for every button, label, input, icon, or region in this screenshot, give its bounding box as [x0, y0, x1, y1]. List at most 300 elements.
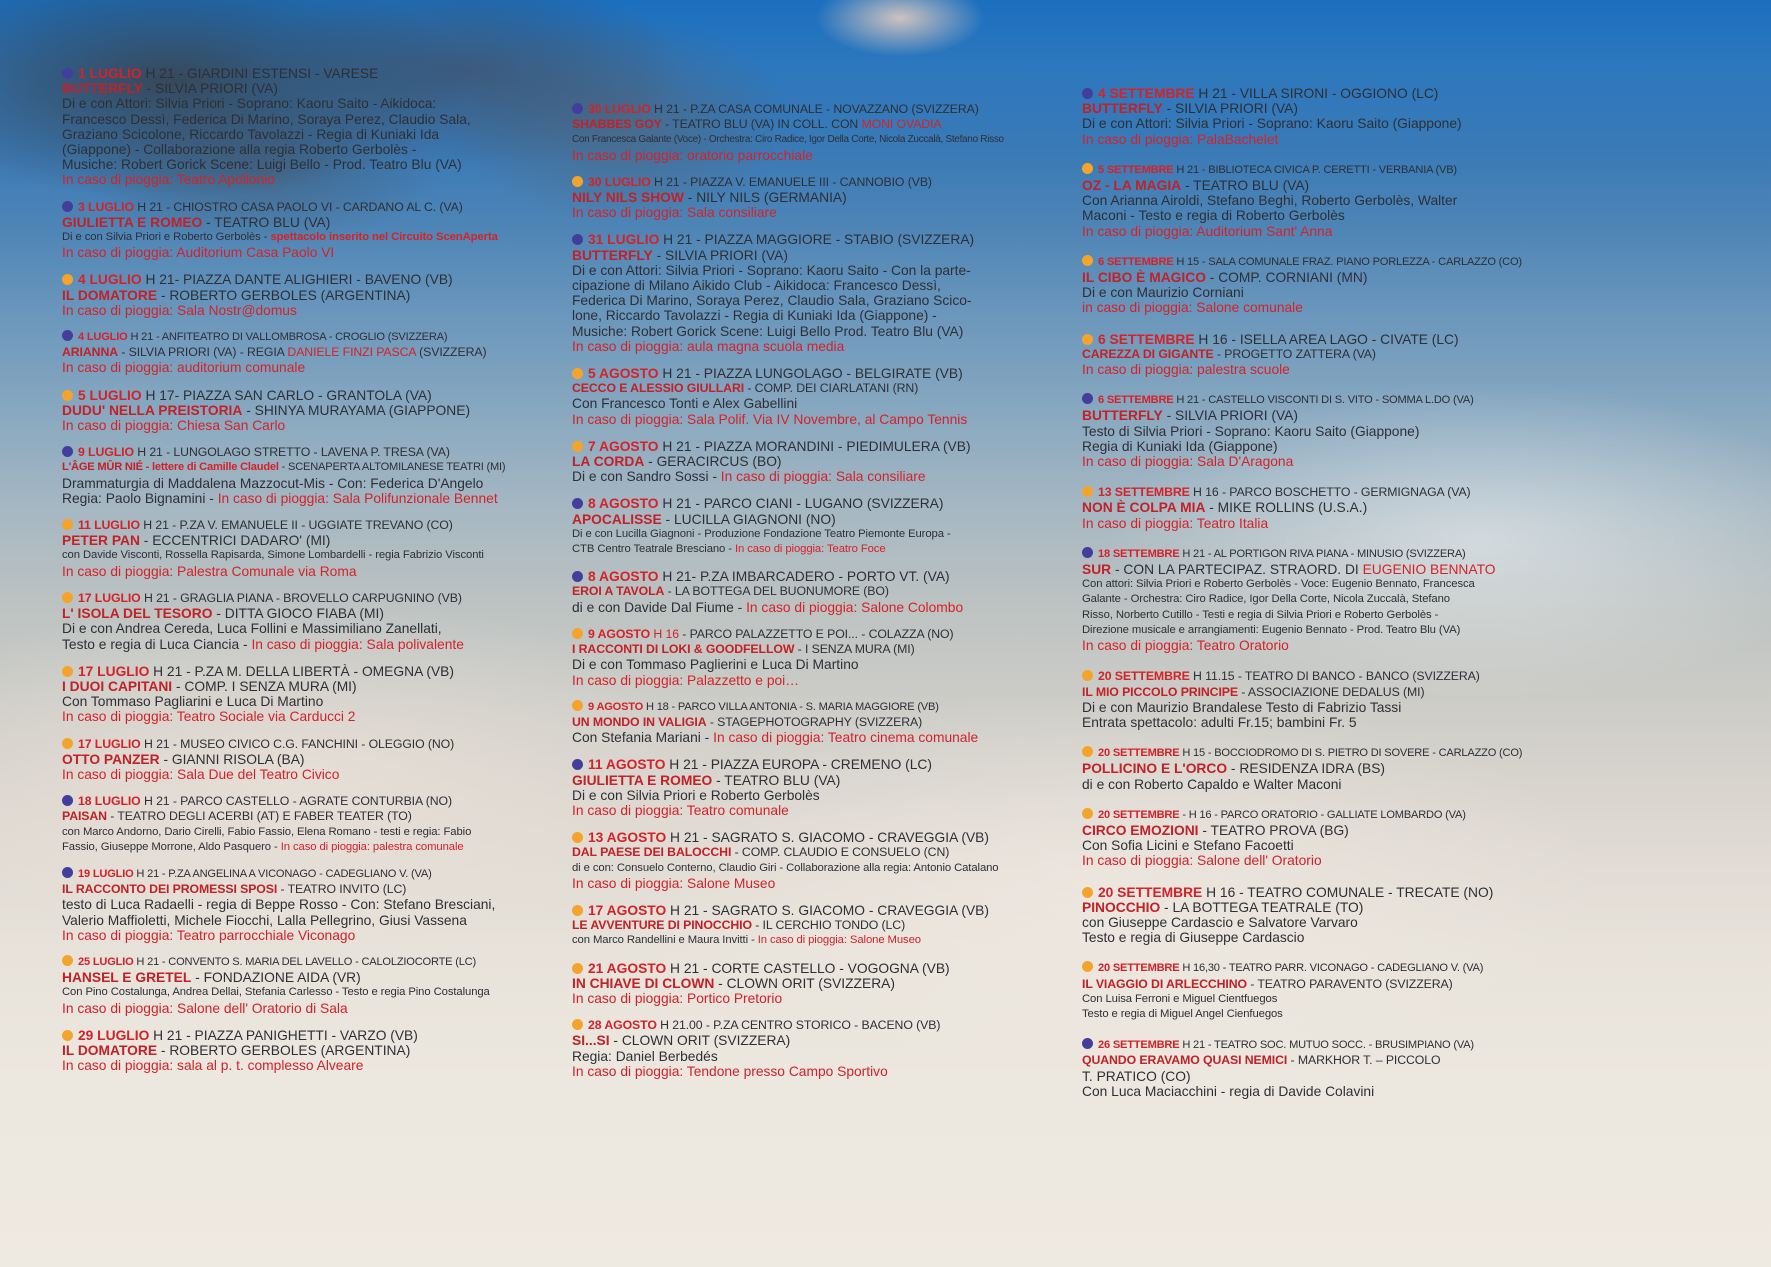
event-line: [1082, 1038, 1544, 1053]
event: [572, 961, 1034, 1007]
text-segment: - SILVIA PRIORI (VA) - REGIA: [118, 345, 288, 360]
text-segment: - SCENAPERTA ALTOMILANESE TEATRI (MI): [278, 461, 506, 474]
event-line: [62, 491, 524, 506]
event-line: [62, 303, 524, 318]
bullet-icon: [572, 368, 583, 379]
text-segment: BUTTERFLY: [1082, 101, 1163, 117]
text-segment: Con attori: Silvia Priori e Roberto Gerbolès - Voce: Eugenio Bennato, Francesca: [1082, 578, 1475, 591]
event: [572, 175, 1034, 221]
event-line: [572, 933, 1034, 948]
event-line: [1082, 132, 1544, 147]
column-3: [1082, 86, 1544, 1115]
text-segment: Con Tommaso Pagliarini e Luca Di Martino: [62, 694, 324, 710]
event-line: [62, 330, 524, 345]
text-segment: Con Arianna Airoldi, Stefano Beghi, Roberto Gerbolès, Walter: [1082, 193, 1458, 209]
bullet-icon: [62, 201, 73, 212]
bullet-icon: [572, 103, 583, 114]
bullet-icon: [1082, 486, 1093, 497]
bullet-icon: [62, 330, 73, 341]
event-line: [1082, 777, 1544, 792]
event-line: [572, 412, 1034, 427]
event-line: [62, 127, 524, 142]
text-segment: H 21 - TEATRO SOC. MUTUO SOCC. - BRUSIMPIANO (VA): [1179, 1039, 1474, 1052]
text-segment: IN CHIAVE DI CLOWN: [572, 975, 715, 991]
event-line: [1082, 116, 1544, 131]
event-line: [62, 913, 524, 928]
event-line: [1082, 208, 1544, 223]
text-segment: 25 LUGLIO: [78, 955, 134, 968]
text-segment: con Marco Andorno, Dario Cirelli, Fabio Fassio, Elena Romano - testi e regia: Fabio: [62, 825, 472, 838]
event: [62, 1028, 524, 1074]
text-segment: Con Francesca Galante (Voce) - Orchestra: Ciro Radice, Igor Della Corte, Nicola Zuccalà, Stefano Risso: [572, 134, 1004, 146]
text-segment: IL CIBO È MAGICO: [1082, 270, 1206, 286]
text-segment: Musiche: Robert Gorick Scene: Luigi Bello - Prod. Teatro Blu (VA): [62, 157, 462, 173]
bullet-icon: [62, 867, 73, 878]
text-segment: Valerio Maffioletti, Michele Fiocchi, Lalla Pellegrino, Giusi Vassena: [62, 912, 467, 928]
bullet-icon: [1082, 746, 1093, 757]
text-segment: H 21 - MUSEO CIVICO C.G. FANCHINI - OLEGGIO (NO): [140, 736, 455, 751]
text-segment: H 21 - P.ZA V. EMANUELE II - UGGIATE TREVANO (CO): [139, 518, 453, 533]
bullet-icon: [1082, 334, 1093, 345]
bullet-icon: [572, 1019, 583, 1030]
event-line: [572, 232, 1034, 247]
event-line: [1082, 577, 1544, 592]
event-line: [572, 496, 1034, 511]
text-segment: In caso di pioggia: Chiesa San Carlo: [62, 418, 286, 434]
event-line: [1082, 761, 1544, 776]
text-segment: - PROGETTO ZATTERA (VA): [1213, 346, 1376, 361]
event-line: [62, 825, 524, 840]
event-line: [1082, 163, 1544, 178]
text-segment: - TEATRO BLU (VA): [1181, 178, 1310, 194]
event-line: [1082, 485, 1544, 500]
text-segment: di e con Davide Dal Fiume -: [572, 599, 747, 615]
text-segment: (Giappone) - Collaborazione alla regia Roberto Gerbolès -: [62, 142, 417, 158]
event-line: [572, 293, 1034, 308]
text-segment: IL VIAGGIO DI ARLECCHINO: [1082, 976, 1247, 991]
event-line: [62, 679, 524, 694]
event-line: [572, 396, 1034, 411]
text-segment: 18 LUGLIO: [78, 794, 141, 809]
event-line: [572, 569, 1034, 584]
text-segment: In caso di pioggia: Tendone presso Campo Sportivo: [572, 1063, 888, 1079]
event-line: [62, 809, 524, 824]
text-segment: - ASSOCIAZIONE DEDALUS (MI): [1237, 684, 1425, 699]
event-line: [62, 1028, 524, 1043]
event-line: [62, 621, 524, 636]
event: [1082, 746, 1544, 792]
bullet-icon: [1082, 887, 1093, 898]
text-segment: Di e con Sandro Sossi -: [572, 469, 721, 485]
event-line: [62, 897, 524, 912]
text-segment: Testo di Silvia Priori - Soprano: Kaoru Saito (Giappone): [1082, 423, 1420, 439]
text-segment: In caso di pioggia: Sala Nostr@domus: [62, 302, 297, 318]
event-line: [62, 564, 524, 579]
event: [572, 700, 1034, 746]
event: [572, 757, 1034, 818]
event-line: [1082, 930, 1544, 945]
text-segment: IL DOMATORE: [62, 287, 158, 303]
event-line: [62, 345, 524, 360]
event-line: [62, 548, 524, 563]
text-segment: APOCALISSE: [572, 511, 662, 527]
bullet-icon: [1082, 670, 1093, 681]
text-segment: H 21 - PARCO CASTELLO - AGRATE CONTURBIA (NO): [140, 794, 452, 809]
text-segment: Testo e regia di Luca Ciancia -: [62, 636, 252, 652]
text-segment: In caso di pioggia: Teatro cinema comunale: [713, 730, 979, 746]
event: [1082, 485, 1544, 531]
text-segment: 9 AGOSTO: [588, 700, 644, 713]
event: [1082, 547, 1544, 653]
event-line: [572, 642, 1034, 657]
event: [572, 830, 1034, 891]
text-segment: - CLOWN ORIT (SVIZZERA): [714, 975, 895, 991]
event-line: [1082, 285, 1544, 300]
text-segment: 20 SETTEMBRE: [1098, 669, 1190, 684]
text-segment: 20 SETTEMBRE: [1098, 884, 1203, 900]
text-segment: - TEATRO BLU (VA) IN COLL. CON: [661, 117, 862, 132]
text-segment: In caso di pioggia: Salone Museo: [572, 875, 776, 891]
event: [1082, 669, 1544, 730]
event-line: [1082, 424, 1544, 439]
text-segment: H 21 - SAGRATO S. GIACOMO - CRAVEGGIA (VB): [666, 830, 989, 846]
text-segment: Con Luca Maciacchini - regia di Davide Colavini: [1082, 1083, 1375, 1099]
text-segment: H 21 - CHIOSTRO CASA PAOLO VI - CARDANO AL C. (VA): [133, 199, 463, 214]
text-segment: H 21 - PIAZZA V. EMANUELE III - CANNOBIO (VB): [650, 174, 932, 189]
event-line: [1082, 915, 1544, 930]
event-line: [572, 366, 1034, 381]
event-line: [1082, 332, 1544, 347]
text-segment: In caso di pioggia: Sala Polif. Via IV Novembre, al Campo Tennis: [572, 411, 968, 427]
event: [572, 627, 1034, 688]
text-segment: H 21 - PIAZZA MORANDINI - PIEDIMULERA (VB): [658, 438, 971, 454]
text-segment: 8 AGOSTO: [588, 496, 659, 512]
text-segment: In caso di pioggia: Sala consiliare: [572, 205, 777, 221]
event-line: [62, 752, 524, 767]
text-segment: OZ - LA MAGIA: [1082, 178, 1182, 194]
bullet-icon: [1082, 255, 1093, 266]
event: [62, 867, 524, 943]
text-segment: Di e con Lucilla Giagnoni - Produzione Fondazione Teatro Piemonte Europa -: [572, 527, 951, 540]
text-segment: In caso di pioggia: Sala polivalente: [251, 636, 464, 652]
event: [572, 102, 1034, 163]
event-line: [62, 694, 524, 709]
bullet-icon: [62, 274, 73, 285]
text-segment: In caso di pioggia: Portico Pretorio: [572, 990, 783, 1006]
bullet-icon: [62, 519, 73, 530]
text-segment: Testo e regia di Giuseppe Cardascio: [1082, 930, 1305, 946]
event-line: [62, 157, 524, 172]
bullet-icon: [62, 666, 73, 677]
text-segment: CIRCO EMOZIONI: [1082, 822, 1199, 838]
text-segment: EUGENIO BENNATO: [1362, 562, 1496, 578]
text-segment: PAISAN: [62, 809, 107, 824]
text-segment: 7 AGOSTO: [588, 438, 659, 454]
event-line: [62, 66, 524, 81]
event-line: [62, 1001, 524, 1016]
event-line: [572, 117, 1034, 132]
event-line: [572, 248, 1034, 263]
text-segment: - COMP. CLAUDIO E CONSUELO (CN): [731, 845, 950, 860]
text-segment: OTTO PANZER: [62, 751, 160, 767]
event-line: [1082, 408, 1544, 423]
event-line: [572, 600, 1034, 615]
text-segment: NON È COLPA MIA: [1082, 500, 1206, 516]
text-segment: 4 SETTEMBRE: [1098, 86, 1195, 101]
text-segment: H 16,30 - TEATRO PARR. VICONAGO - CADEGLIANO V. (VA): [1179, 962, 1484, 975]
text-segment: - IL CERCHIO TONDO (LC): [751, 918, 906, 933]
text-segment: - SILVIA PRIORI (VA): [1162, 408, 1298, 424]
bullet-icon: [1082, 163, 1093, 174]
text-segment: H 21 - CORTE CASTELLO - VOGOGNA (VB): [666, 960, 950, 976]
event-line: [62, 360, 524, 375]
bullet-icon: [1082, 88, 1093, 99]
event: [62, 200, 524, 261]
event-line: [1082, 547, 1544, 562]
text-segment: in caso di pioggia: Salone comunale: [1082, 300, 1303, 316]
text-segment: - TEATRO PROVA (BG): [1198, 822, 1349, 838]
event: [572, 569, 1034, 615]
event-line: [1082, 1053, 1544, 1068]
event-line: [572, 1018, 1034, 1033]
text-segment: CTB Centro Teatrale Bresciano -: [572, 543, 735, 556]
event-line: [572, 861, 1034, 876]
event-line: [572, 730, 1034, 745]
text-segment: 3 LUGLIO: [78, 199, 134, 214]
text-segment: 20 SETTEMBRE: [1098, 962, 1180, 975]
text-segment: 4 LUGLIO: [78, 331, 128, 344]
event-line: [1082, 623, 1544, 638]
bullet-icon: [572, 905, 583, 916]
event: [62, 737, 524, 783]
event: [62, 272, 524, 318]
text-segment: - H 16 - PARCO ORATORIO - GALLIATE LOMBARDO (VA): [1179, 808, 1466, 821]
event-line: [1082, 685, 1544, 700]
event: [1082, 86, 1544, 147]
text-segment: 20 SETTEMBRE: [1098, 808, 1180, 821]
bullet-icon: [1082, 393, 1093, 404]
text-segment: Fassio, Giuseppe Morrone, Aldo Pasquero -: [62, 840, 281, 853]
text-segment: In caso di pioggia: Salone dell' Oratorio: [1082, 853, 1322, 869]
text-segment: con Giuseppe Cardascio e Salvatore Varvaro: [1082, 914, 1358, 930]
text-segment: Francesco Dessì, Federica Di Marino, Soraya Perez, Claudio Sala,: [62, 111, 471, 127]
event-line: [62, 172, 524, 187]
text-segment: H 15 - SALA COMUNALE FRAZ. PIANO PORLEZZA - CARLAZZO (CO): [1173, 255, 1522, 268]
text-segment: POLLICINO E L'ORCO: [1082, 761, 1228, 777]
text-segment: Con Francesco Tonti e Alex Gabellini: [572, 396, 798, 412]
text-segment: H 21 - LUNGOLAGO STRETTO - LAVENA P. TRESA (VA): [133, 445, 450, 460]
text-segment: 30 LUGLIO: [588, 174, 651, 189]
text-segment: H 17- PIAZZA SAN CARLO - GRANTOLA (VA): [141, 387, 432, 403]
text-segment: - GERACIRCUS (BO): [644, 454, 782, 470]
text-segment: - SILVIA PRIORI (VA): [142, 81, 278, 97]
text-segment: Graziano Scicolone, Riccardo Tavolazzi - Regia di Kuniaki Ida: [62, 126, 440, 142]
text-segment: Con Sofia Licini e Stefano Facoetti: [1082, 838, 1294, 854]
text-segment: In caso di pioggia: Teatro Italia: [1082, 515, 1269, 531]
bullet-icon: [62, 1030, 73, 1041]
bullet-icon: [62, 390, 73, 401]
text-segment: cipazione di Milano Aikido Club - Aikidoca: Francesco Dessì,: [572, 278, 941, 294]
event-line: [572, 1033, 1034, 1048]
text-segment: H 21 - BIBLIOTECA CIVICA P. CERETTI - VERBANIA (VB): [1173, 163, 1457, 176]
event-line: [1082, 1069, 1544, 1084]
text-segment: H 21 - AL PORTIGON RIVA PIANA - MINUSIO (SVIZZERA): [1179, 547, 1466, 560]
event-line: [62, 1058, 524, 1073]
text-segment: 17 LUGLIO: [78, 590, 141, 605]
text-segment: Di e con Attori: Silvia Priori - Soprano: Kaoru Saito - Aikidoca:: [62, 96, 437, 112]
event-line: [1082, 638, 1544, 653]
text-segment: - CLOWN ORIT (SVIZZERA): [609, 1033, 791, 1049]
text-segment: (SVIZZERA): [415, 345, 487, 360]
text-segment: DAL PAESE DEI BALOCCHI: [572, 845, 732, 860]
event-line: [62, 867, 524, 882]
text-segment: L'ÂGE MÛR NIÉ: [62, 461, 143, 474]
event-line: [1082, 823, 1544, 838]
event-line: [1082, 700, 1544, 715]
event-line: [62, 955, 524, 970]
event-line: [1082, 500, 1544, 515]
event-line: [1082, 86, 1544, 101]
text-segment: - SILVIA PRIORI (VA): [1162, 101, 1298, 117]
event-line: [572, 512, 1034, 527]
text-segment: 13 SETTEMBRE: [1098, 485, 1190, 500]
column-2: [572, 102, 1034, 1091]
text-segment: 17 LUGLIO: [78, 663, 150, 679]
text-segment: Di e con Maurizio Corniani: [1082, 285, 1244, 301]
text-segment: H 21 - GRAGLIA PIANA - BROVELLO CARPUGNINO (VB): [140, 590, 462, 605]
event-line: [572, 1049, 1034, 1064]
text-segment: - lettere di Camille Claudel: [142, 461, 279, 474]
event-line: [62, 709, 524, 724]
event-line: [572, 148, 1034, 163]
text-segment: In caso di pioggia: Teatro comunale: [572, 802, 789, 818]
event-line: [62, 245, 524, 260]
text-segment: - I SENZA MURA (MI): [794, 642, 915, 657]
bullet-icon: [572, 234, 583, 245]
text-segment: Di e con Attori: Silvia Priori - Soprano: Kaoru Saito - Con la parte-: [572, 262, 971, 278]
text-segment: H 21- PIAZZA DANTE ALIGHIERI - BAVENO (VB): [141, 272, 453, 288]
text-segment: Di e con Tommaso Paglierini e Luca Di Martino: [572, 657, 859, 673]
text-segment: H 21 - PIAZZA MAGGIORE - STABIO (SVIZZERA): [659, 232, 975, 248]
event-line: [572, 788, 1034, 803]
text-segment: 11 AGOSTO: [588, 757, 666, 773]
event-line: [1082, 454, 1544, 469]
event: [572, 232, 1034, 354]
event-line: [572, 1064, 1034, 1079]
event-line: [62, 970, 524, 985]
event-line: [62, 142, 524, 157]
event: [1082, 1038, 1544, 1099]
event-line: [1082, 808, 1544, 823]
text-segment: NILY NILS SHOW: [572, 190, 684, 206]
event-line: [1082, 516, 1544, 531]
event-line: [572, 439, 1034, 454]
text-segment: EROI A TAVOLA: [572, 584, 665, 599]
text-segment: In caso di pioggia: palestra comunale: [280, 840, 464, 853]
text-segment: - TEATRO INVITO (LC): [277, 882, 407, 897]
event-line: [62, 928, 524, 943]
text-segment: In caso di pioggia: oratorio parrocchiale: [572, 147, 813, 163]
event: [62, 445, 524, 506]
text-segment: CECCO E ALESSIO GIULLARI: [572, 381, 745, 396]
event: [1082, 961, 1544, 1022]
event-line: [62, 288, 524, 303]
text-segment: In caso di pioggia: Salone Colombo: [746, 599, 964, 615]
text-segment: - ECCENTRICI DADARO' (MI): [139, 533, 331, 549]
text-segment: 28 AGOSTO: [588, 1018, 657, 1033]
text-segment: - NILY NILS (GERMANIA): [683, 190, 847, 206]
text-segment: Con Stefania Mariani -: [572, 730, 714, 746]
event-line: [572, 903, 1034, 918]
text-segment: QUANDO ERAVAMO QUASI NEMICI: [1082, 1053, 1288, 1068]
text-segment: 6 SETTEMBRE: [1098, 394, 1174, 407]
text-segment: 19 LUGLIO: [78, 867, 134, 880]
text-segment: con Marco Randellini e Maura Invitti -: [572, 934, 758, 947]
text-segment: 21 AGOSTO: [588, 960, 667, 976]
text-segment: - DITTA GIOCO FIABA (MI): [212, 606, 384, 622]
event-line: [572, 991, 1034, 1006]
event: [1082, 255, 1544, 316]
text-segment: - SILVIA PRIORI (VA): [652, 247, 788, 263]
text-segment: di e con Roberto Capaldo e Walter Maconi: [1082, 776, 1342, 792]
text-segment: 6 SETTEMBRE: [1098, 331, 1195, 347]
event-line: [62, 445, 524, 460]
text-segment: H 11.15 - TEATRO DI BANCO - BANCO (SVIZZERA): [1189, 669, 1480, 684]
event-line: [572, 845, 1034, 860]
text-segment: IL DOMATORE: [62, 1042, 158, 1058]
text-segment: UN MONDO IN VALIGIA: [572, 714, 707, 729]
event-line: [62, 591, 524, 606]
event-line: [62, 840, 524, 855]
bullet-icon: [62, 592, 73, 603]
event-line: [572, 278, 1034, 293]
text-segment: Entrata spettacolo: adulti Fr.15; bambini Fr. 5: [1082, 714, 1357, 730]
text-segment: 4 LUGLIO: [78, 272, 142, 288]
text-segment: Regia: Paolo Bignamini -: [62, 490, 218, 506]
event-line: [1082, 669, 1544, 684]
event-line: [1082, 362, 1544, 377]
bullet-icon: [572, 700, 583, 711]
bullet-icon: [1082, 808, 1093, 819]
text-segment: - SHINYA MURAYAMA (GIAPPONE): [242, 402, 471, 418]
text-segment: BUTTERFLY: [572, 247, 653, 263]
event-line: [62, 794, 524, 809]
event-line: [572, 976, 1034, 991]
text-segment: H 21 - P.ZA M. DELLA LIBERTÀ - OMEGNA (VB): [149, 663, 454, 679]
event-line: [1082, 1007, 1544, 1022]
text-segment: GIULIETTA E ROMEO: [572, 772, 713, 788]
text-segment: Regia di Kuniaki Ida (Giappone): [1082, 438, 1278, 454]
text-segment: lone, Riccardo Tavolazzi - Regia di Kuniaki Ida (Giappone) -: [572, 308, 937, 324]
text-segment: LE AVVENTURE DI PINOCCHIO: [572, 918, 752, 933]
event: [1082, 808, 1544, 869]
event-line: [572, 175, 1034, 190]
bullet-icon: [572, 832, 583, 843]
event-line: [62, 403, 524, 418]
text-segment: In caso di pioggia: Sala consiliare: [720, 469, 926, 485]
event-line: [572, 757, 1034, 772]
event: [62, 591, 524, 652]
event: [1082, 393, 1544, 469]
text-segment: - COMP. DEI CIARLATANI (RN): [744, 381, 919, 396]
text-segment: HANSEL E GRETEL: [62, 970, 192, 986]
text-segment: LA CORDA: [572, 454, 645, 470]
bullet-icon: [1082, 547, 1093, 558]
text-segment: H 21 - PIAZZA LUNGOLAGO - BELGIRATE (VB): [658, 366, 963, 382]
bullet-icon: [62, 68, 73, 79]
text-segment: In caso di pioggia: Teatro Apollonio: [62, 172, 275, 188]
text-segment: In caso di pioggia: Teatro parrocchiale Viconago: [62, 927, 356, 943]
